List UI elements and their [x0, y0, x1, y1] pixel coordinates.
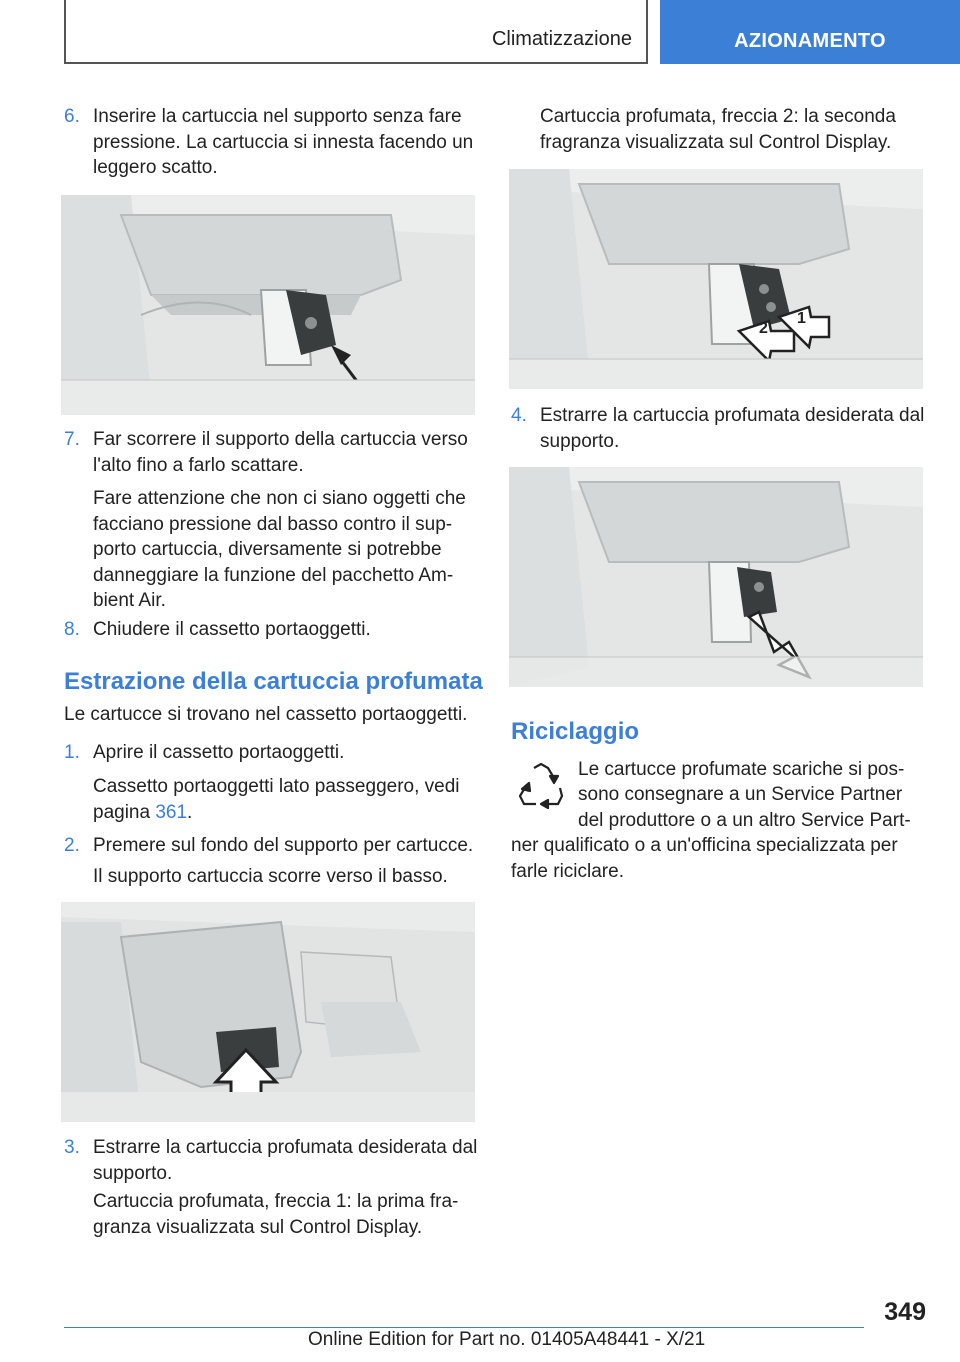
heading-extraction: Estrazione della cartuccia profumata	[64, 668, 483, 695]
step-3-note: Cartuccia profumata, freccia 1: la prima fra-granza visualizzata sul Control Display.	[93, 1191, 459, 1238]
step-3-number: 3.	[64, 1137, 80, 1158]
recycle-icon	[514, 760, 568, 814]
step-2-number: 2.	[64, 835, 80, 856]
illustration-insert-cartridge	[61, 195, 475, 415]
header-chapter-title: AZIONAMENTO	[734, 30, 886, 52]
step-2-text: Premere sul fondo del supporto per cartucce.	[93, 835, 474, 856]
heading-recycling: Riciclaggio	[511, 718, 640, 745]
step-7-number: 7.	[64, 429, 80, 450]
recycle-line-2: sono consegnare a un Service Partner	[578, 784, 903, 805]
step-1-note-suffix: .	[187, 801, 193, 823]
recycle-line-3: del produttore o a un altro Service Part-	[578, 810, 911, 831]
step-4-text: Estrarre la cartuccia profumata desiderata dal supporto.	[540, 405, 925, 452]
header-chapter-tab	[660, 0, 960, 64]
header-section-box	[64, 0, 648, 64]
step-8-number: 8.	[64, 619, 80, 640]
step-1-text: Aprire il cassetto portaoggetti.	[93, 742, 345, 763]
step-4-number: 4.	[511, 405, 527, 426]
illustration-press-holder	[61, 902, 475, 1122]
step-8-text: Chiudere il cassetto portaoggetti.	[93, 619, 371, 640]
recycle-rest: ner qualificato o a un'officina specializzata per farle riciclare.	[511, 835, 898, 882]
footer-divider	[64, 1327, 864, 1328]
step-1-number: 1.	[64, 742, 80, 763]
page-link-361[interactable]: 361	[155, 801, 188, 823]
header-section-title: Climatizzazione	[491, 28, 632, 50]
step-6-number: 6.	[64, 106, 80, 127]
footer-edition: Online Edition for Part no. 01405A48441 - X/21	[308, 1329, 706, 1350]
step-1-note-prefix: Cassetto portaoggetti lato passeggero, vedi pagina	[93, 776, 460, 823]
arrow-label-2: 2	[759, 320, 768, 337]
arrow-2-description: Cartuccia profumata, freccia 2: la seconda fragranza visualizzata sul Control Display.	[540, 106, 896, 153]
step-3-text: Estrarre la cartuccia profumata desiderata dal supporto.	[93, 1137, 478, 1184]
illustration-remove-cartridge	[509, 467, 923, 687]
step-7-text: Far scorrere il supporto della cartuccia verso l'alto fino a farlo scattare.	[93, 429, 468, 476]
illustration-arrows-1-2	[509, 169, 923, 389]
page-number: 349	[884, 1298, 926, 1326]
step-2-note: Il supporto cartuccia scorre verso il basso.	[93, 866, 448, 887]
step-1-note	[93, 774, 479, 825]
step-7-note: Fare attenzione che non ci siano oggetti che facciano pressione dal basso contro il sup-porto cartuccia, diversamente si potrebbe danneggiare la funzione del pacchetto Am-bient Air.	[93, 488, 466, 611]
arrow-label-1: 1	[797, 310, 806, 327]
step-6-text: Inserire la cartuccia nel supporto senza fare pressione. La cartuccia si innesta facendo un leggero scatto.	[93, 106, 474, 178]
recycle-line-1: Le cartucce profumate scariche si pos-	[578, 759, 905, 780]
extraction-intro: Le cartucce si trovano nel cassetto portaoggetti.	[64, 704, 468, 725]
